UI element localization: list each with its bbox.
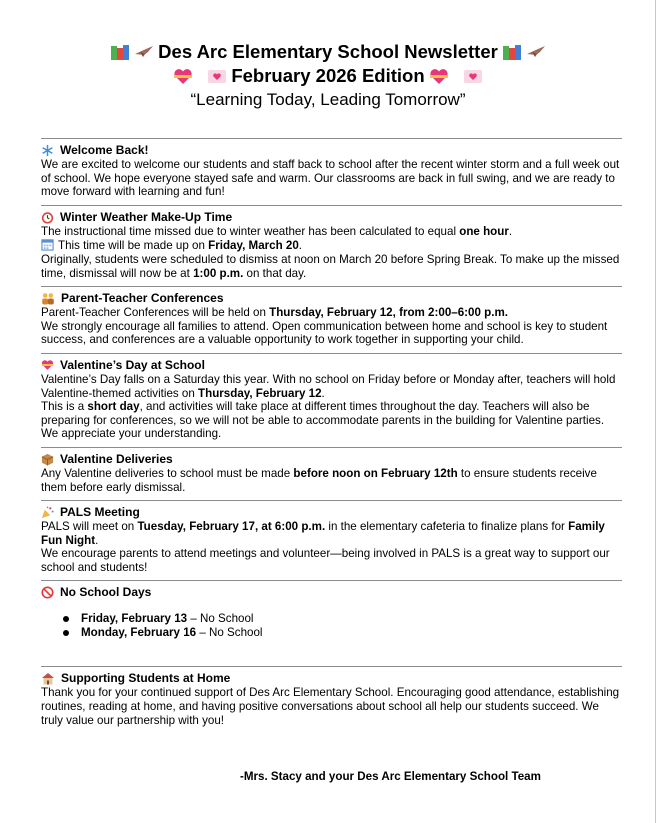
calendar-icon bbox=[41, 238, 54, 251]
divider bbox=[41, 500, 622, 501]
alarm-clock-icon bbox=[41, 211, 54, 224]
books-icon bbox=[110, 43, 130, 61]
newsletter-title: Des Arc Elementary School Newsletter bbox=[158, 41, 498, 62]
section-text: This is a short day, and activities will take place at different times throughout the day. Teachers will also be preparing for conferences, so we will not be able to accommodate parents in the building for Valentine parties. We appreciate your understanding. bbox=[41, 400, 605, 441]
no-entry-icon bbox=[41, 586, 54, 599]
heart-letter-icon bbox=[463, 68, 483, 84]
bird-icon bbox=[134, 44, 154, 60]
heart-ribbon-icon bbox=[41, 359, 54, 371]
section-heading: PALS Meeting bbox=[41, 505, 622, 520]
section-text: Originally, students were scheduled to dismiss at noon on March 20 before Spring Break. To make up the missed time, dismissal will now be at 1:00 p.m. on that day. bbox=[41, 252, 620, 280]
divider bbox=[41, 286, 622, 287]
section-text: PALS will meet on Tuesday, February 17, at 6:00 p.m. in the elementary cafeteria to finalize plans for Family Fun Night. bbox=[41, 520, 605, 547]
heart-ribbon-icon bbox=[173, 68, 193, 85]
section-conferences bbox=[41, 291, 622, 347]
section-noschool bbox=[41, 585, 622, 640]
school-house-icon bbox=[41, 672, 55, 685]
package-icon bbox=[41, 453, 54, 466]
section-pals bbox=[41, 505, 622, 574]
newsletter-header bbox=[0, 40, 656, 111]
section-welcome bbox=[41, 143, 622, 199]
section-heading: Supporting Students at Home bbox=[41, 671, 622, 686]
divider bbox=[41, 666, 622, 667]
divider bbox=[41, 138, 622, 139]
section-heading: No School Days bbox=[41, 585, 622, 600]
section-deliveries bbox=[41, 452, 622, 494]
section-heading: Parent-Teacher Conferences bbox=[41, 291, 622, 306]
signature: -Mrs. Stacy and your Des Arc Elementary School Team bbox=[240, 770, 541, 783]
edition-line bbox=[0, 64, 656, 88]
section-text: Parent-Teacher Conferences will be held on Thursday, February 12, from 2:00–6:00 p.m. bbox=[41, 306, 508, 320]
section-heading: Valentine’s Day at School bbox=[41, 358, 622, 373]
newsletter-body bbox=[41, 138, 622, 733]
no-school-list bbox=[63, 612, 622, 640]
section-text: The instructional time missed due to winter weather has been calculated to equal one hour. bbox=[41, 224, 513, 238]
section-text: Any Valentine deliveries to school must be made before noon on February 12th to ensure students receive them before early dismissal. bbox=[41, 466, 597, 494]
divider bbox=[41, 447, 622, 448]
section-heading: Welcome Back! bbox=[41, 143, 622, 158]
section-heading: Winter Weather Make-Up Time bbox=[41, 210, 622, 225]
list-item: Monday, February 16 – No School bbox=[63, 626, 622, 640]
heart-ribbon-icon bbox=[429, 68, 449, 85]
edition-title: February 2026 Edition bbox=[231, 65, 425, 86]
heart-letter-icon bbox=[207, 68, 227, 84]
bird-icon bbox=[526, 44, 546, 60]
snowflake-icon bbox=[41, 144, 54, 157]
section-text: We are excited to welcome our students and staff back to school after the recent winter storm and a full week out of school. We hope everyone stayed safe and warm. Our classrooms are back in full swing, and we are ready to move forward with learning and fun! bbox=[41, 158, 620, 199]
section-text: This time will be made up on Friday, March 20. bbox=[41, 238, 622, 253]
books-icon bbox=[502, 43, 522, 61]
section-text: Valentine’s Day falls on a Saturday this year. With no school on Friday before or Monday after, teachers will hold Valentine-themed activities on Thursday, February 12. bbox=[41, 372, 616, 400]
section-support bbox=[41, 671, 622, 727]
section-text: Thank you for your continued support of Des Arc Elementary School. Encouraging good attendance, establishing routines, reading at home, and having positive conversations about school all help our students succeed. We truly value our partnership with you! bbox=[41, 686, 620, 727]
section-heading: Valentine Deliveries bbox=[41, 452, 622, 467]
section-text: We strongly encourage all families to attend. Open communication between home and school is key to student success, and conferences are a valuable opportunity to work together in supporting your child. bbox=[41, 319, 608, 347]
title-line bbox=[0, 40, 656, 64]
list-item: Friday, February 13 – No School bbox=[63, 612, 622, 626]
divider bbox=[41, 205, 622, 206]
divider bbox=[41, 353, 622, 354]
divider bbox=[41, 580, 622, 581]
party-popper-icon bbox=[41, 506, 54, 519]
motto: “Learning Today, Leading Tomorrow” bbox=[190, 90, 466, 109]
section-text: We encourage parents to attend meetings and volunteer—being involved in PALS is a great way to support our school and students! bbox=[41, 547, 610, 574]
section-makeup bbox=[41, 210, 622, 280]
section-valentines bbox=[41, 358, 622, 441]
people-icon bbox=[41, 292, 55, 305]
